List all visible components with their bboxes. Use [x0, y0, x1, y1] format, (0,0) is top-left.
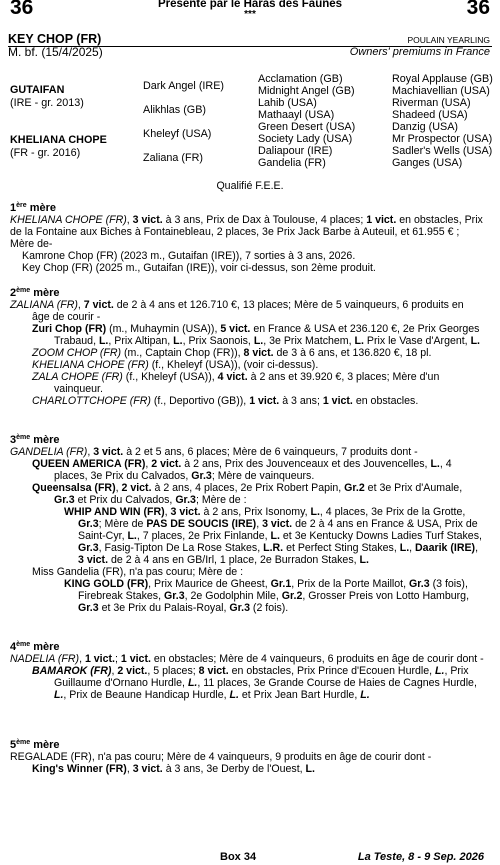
gen4-item: Royal Applause (GB)	[392, 73, 493, 85]
produce-line: WHIP AND WIN (FR), 3 vict. à 2 ans, Prix Isonomy, L., 4 places, 3e Prix de la Grotte, Gr.3; Mère de PAS DE SOUCIS (IRE), 3 vict. de 2 à 4 ans en France & USA, Prix de Saint-Cyr, L., 7 places, 2e Prix Finlande, L. et 3e Kentucky Downs Ladies Turf Stakes, Gr.3, Fasig-Tipton De La Rose Stakes, L.R. et Perfect Sting Stakes, L., Daarik (IRE), 3 vict. de 2 à 4 ans en GB/Irl, 1 place, 2e Burradon Stakes, L.	[64, 506, 482, 566]
gen4-item: Sadler's Wells (USA)	[392, 145, 493, 157]
gen4-item: Ganges (USA)	[392, 157, 463, 169]
dam-info: (FR - gr. 2016)	[10, 147, 81, 159]
dam-record: ZALIANA (FR), 7 vict. de 2 à 4 ans et 126.710 €, 13 places; Mère de 5 vainqueurs, 6 produits en âge de courir -	[10, 299, 464, 323]
birth-info: M. bf. (15/4/2025)	[8, 45, 103, 59]
lot-number: 36	[10, 0, 34, 19]
section-title: 4ème mère	[10, 641, 60, 653]
dam-record: NADELIA (FR), 1 vict.; 1 vict. en obstacles; Mère de 4 vainqueurs, 6 produits en âge de courir dont -	[10, 653, 484, 665]
gen4-item: Shadeed (USA)	[392, 109, 468, 121]
lot-number-right: 36	[466, 0, 490, 19]
gen2-item: Dark Angel (IRE)	[143, 80, 225, 92]
produce-line: Zuri Chop (FR) (m., Muhaymin (USA)), 5 vict. en France & USA et 236.120 €, 2e Prix Georges Trabaud, L., Prix Altipan, L., Prix Saonois, L., 3e Prix Matchem, L. Prix le Vase d'Argent, L.	[32, 323, 480, 347]
category-label: POULAIN YEARLING	[407, 35, 490, 45]
gen4-item: Machiavellian (USA)	[392, 85, 490, 97]
produce-line: KHELIANA CHOPE (FR) (f., Kheleyf (USA)), (voir ci-dessus).	[32, 359, 319, 371]
gen2-item: Kheleyf (USA)	[143, 128, 212, 140]
produce-line: CHARLOTTCHOPE (FR) (f., Deportivo (GB)), 1 vict. à 3 ans; 1 vict. en obstacles.	[32, 395, 419, 407]
produce-line: Queensalsa (FR), 2 vict. à 2 ans, 4 places, 2e Prix Robert Papin, Gr.2 et 3e Prix d'Aumale, Gr.3 et Prix du Calvados, Gr.3; Mère de :	[32, 482, 463, 506]
gen2-item: Alikhlas (GB)	[143, 104, 206, 116]
presenter-line: Présenté par le Haras des Faunes	[157, 0, 343, 10]
produce-line: Kamrone Chop (FR) (2023 m., Gutaifan (IRE)), 7 sorties à 3 ans, 2026.	[22, 250, 356, 262]
sire-name: GUTAIFAN	[10, 84, 65, 96]
dam-name: KHELIANA CHOPE	[10, 134, 107, 146]
gen4-item: Danzig (USA)	[392, 121, 458, 133]
gen3-item: Mathaayl (USA)	[258, 109, 335, 121]
dam-record: KHELIANA CHOPE (FR), 3 vict. à 3 ans, Prix de Dax à Toulouse, 4 places; 1 vict. en obstacles, Prix de la Fontaine aux Biches à Fontainebleau, 2 places, 3e Prix Jack Barbe à Auteuil, et 61.955 € ; Mère de-	[10, 214, 483, 250]
sale-info: La Teste, 8 - 9 Sep. 2026	[357, 851, 484, 863]
produce-line: Miss Gandelia (FR), n'a pas couru; Mère de :	[32, 566, 244, 578]
section-title: 3ème mère	[10, 434, 60, 446]
produce-line: BAMAROK (FR), 2 vict., 5 places; 8 vict. en obstacles, Prix Prince d'Ecouen Hurdle, L., Prix Guillaume d'Ornano Hurdle, L., 11 places, 3e Grande Course de Haies de Cagnes Hurdle, L., Prix de Beaune Handicap Hurdle, L. et Prix Jean Bart Hurdle, L.	[32, 665, 477, 701]
qualification: Qualifié F.E.E.	[216, 180, 284, 192]
gen3-item: Midnight Angel (GB)	[258, 85, 355, 97]
gen3-item: Lahib (USA)	[258, 97, 317, 109]
gen3-item: Gandelia (FR)	[258, 157, 326, 169]
horse-name: KEY CHOP (FR)	[8, 32, 102, 46]
produce-line: KING GOLD (FR), Prix Maurice de Gheest, Gr.1, Prix de la Porte Maillot, Gr.3 (3 fois), Firebreak Stakes, Gr.3, 2e Godolphin Mile, Gr.2, Grosser Preis von Lotto Hamburg, Gr.3 et 3e Prix du Palais-Royal, Gr.3 (2 fois).	[64, 578, 470, 614]
produce-line: QUEEN AMERICA (FR), 2 vict. à 2 ans, Prix des Jouvenceaux et des Jouvencelles, L., 4 places, 3e Prix du Calvados, Gr.3; Mère de vainqueurs.	[32, 458, 452, 482]
section-title: 5ème mère	[10, 739, 60, 751]
gen3-item: Acclamation (GB)	[258, 73, 343, 85]
produce-line: King's Winner (FR), 3 vict. à 3 ans, 3e Derby de l'Ouest, L.	[32, 763, 315, 775]
section-fourth-dam	[10, 641, 484, 701]
gen4-item: Mr Prospector (USA)	[392, 133, 493, 145]
section-title: 2ème mère	[10, 287, 60, 299]
gen3-item: Green Desert (USA)	[258, 121, 356, 133]
produce-line: ZALA CHOPE (FR) (f., Kheleyf (USA)), 4 vict. à 2 ans et 39.920 €, 3 places; Mère d'un vainqueur.	[32, 371, 440, 395]
gen2-item: Zaliana (FR)	[143, 152, 203, 164]
section-first-dam	[10, 202, 484, 274]
gen3-item: Society Lady (USA)	[258, 133, 353, 145]
gen3-item: Daliapour (IRE)	[258, 145, 333, 157]
dam-record: REGALADE (FR), n'a pas couru; Mère de 4 vainqueurs, 9 produits en âge de courir dont -	[10, 751, 432, 763]
section-third-dam	[10, 434, 484, 614]
stars: ***	[244, 9, 256, 20]
produce-line: ZOOM CHOP (FR) (m., Captain Chop (FR)), 8 vict. de 3 à 6 ans, et 136.820 €, 18 pl.	[32, 347, 432, 359]
dam-record: GANDELIA (FR), 3 vict. à 2 et 5 ans, 6 places; Mère de 6 vainqueurs, 7 produits dont -	[10, 446, 418, 458]
section-title: 1ère mère	[10, 202, 56, 214]
produce-line: Key Chop (FR) (2025 m., Gutaifan (IRE)), voir ci-dessus, son 2ème produit.	[22, 262, 376, 274]
section-second-dam	[10, 287, 484, 407]
sire-info: (IRE - gr. 2013)	[10, 97, 84, 109]
section-fifth-dam	[10, 739, 484, 775]
gen4-item: Riverman (USA)	[392, 97, 471, 109]
owners-premiums: Owners' premiums in France	[349, 46, 490, 58]
box-number: Box 34	[220, 851, 257, 863]
